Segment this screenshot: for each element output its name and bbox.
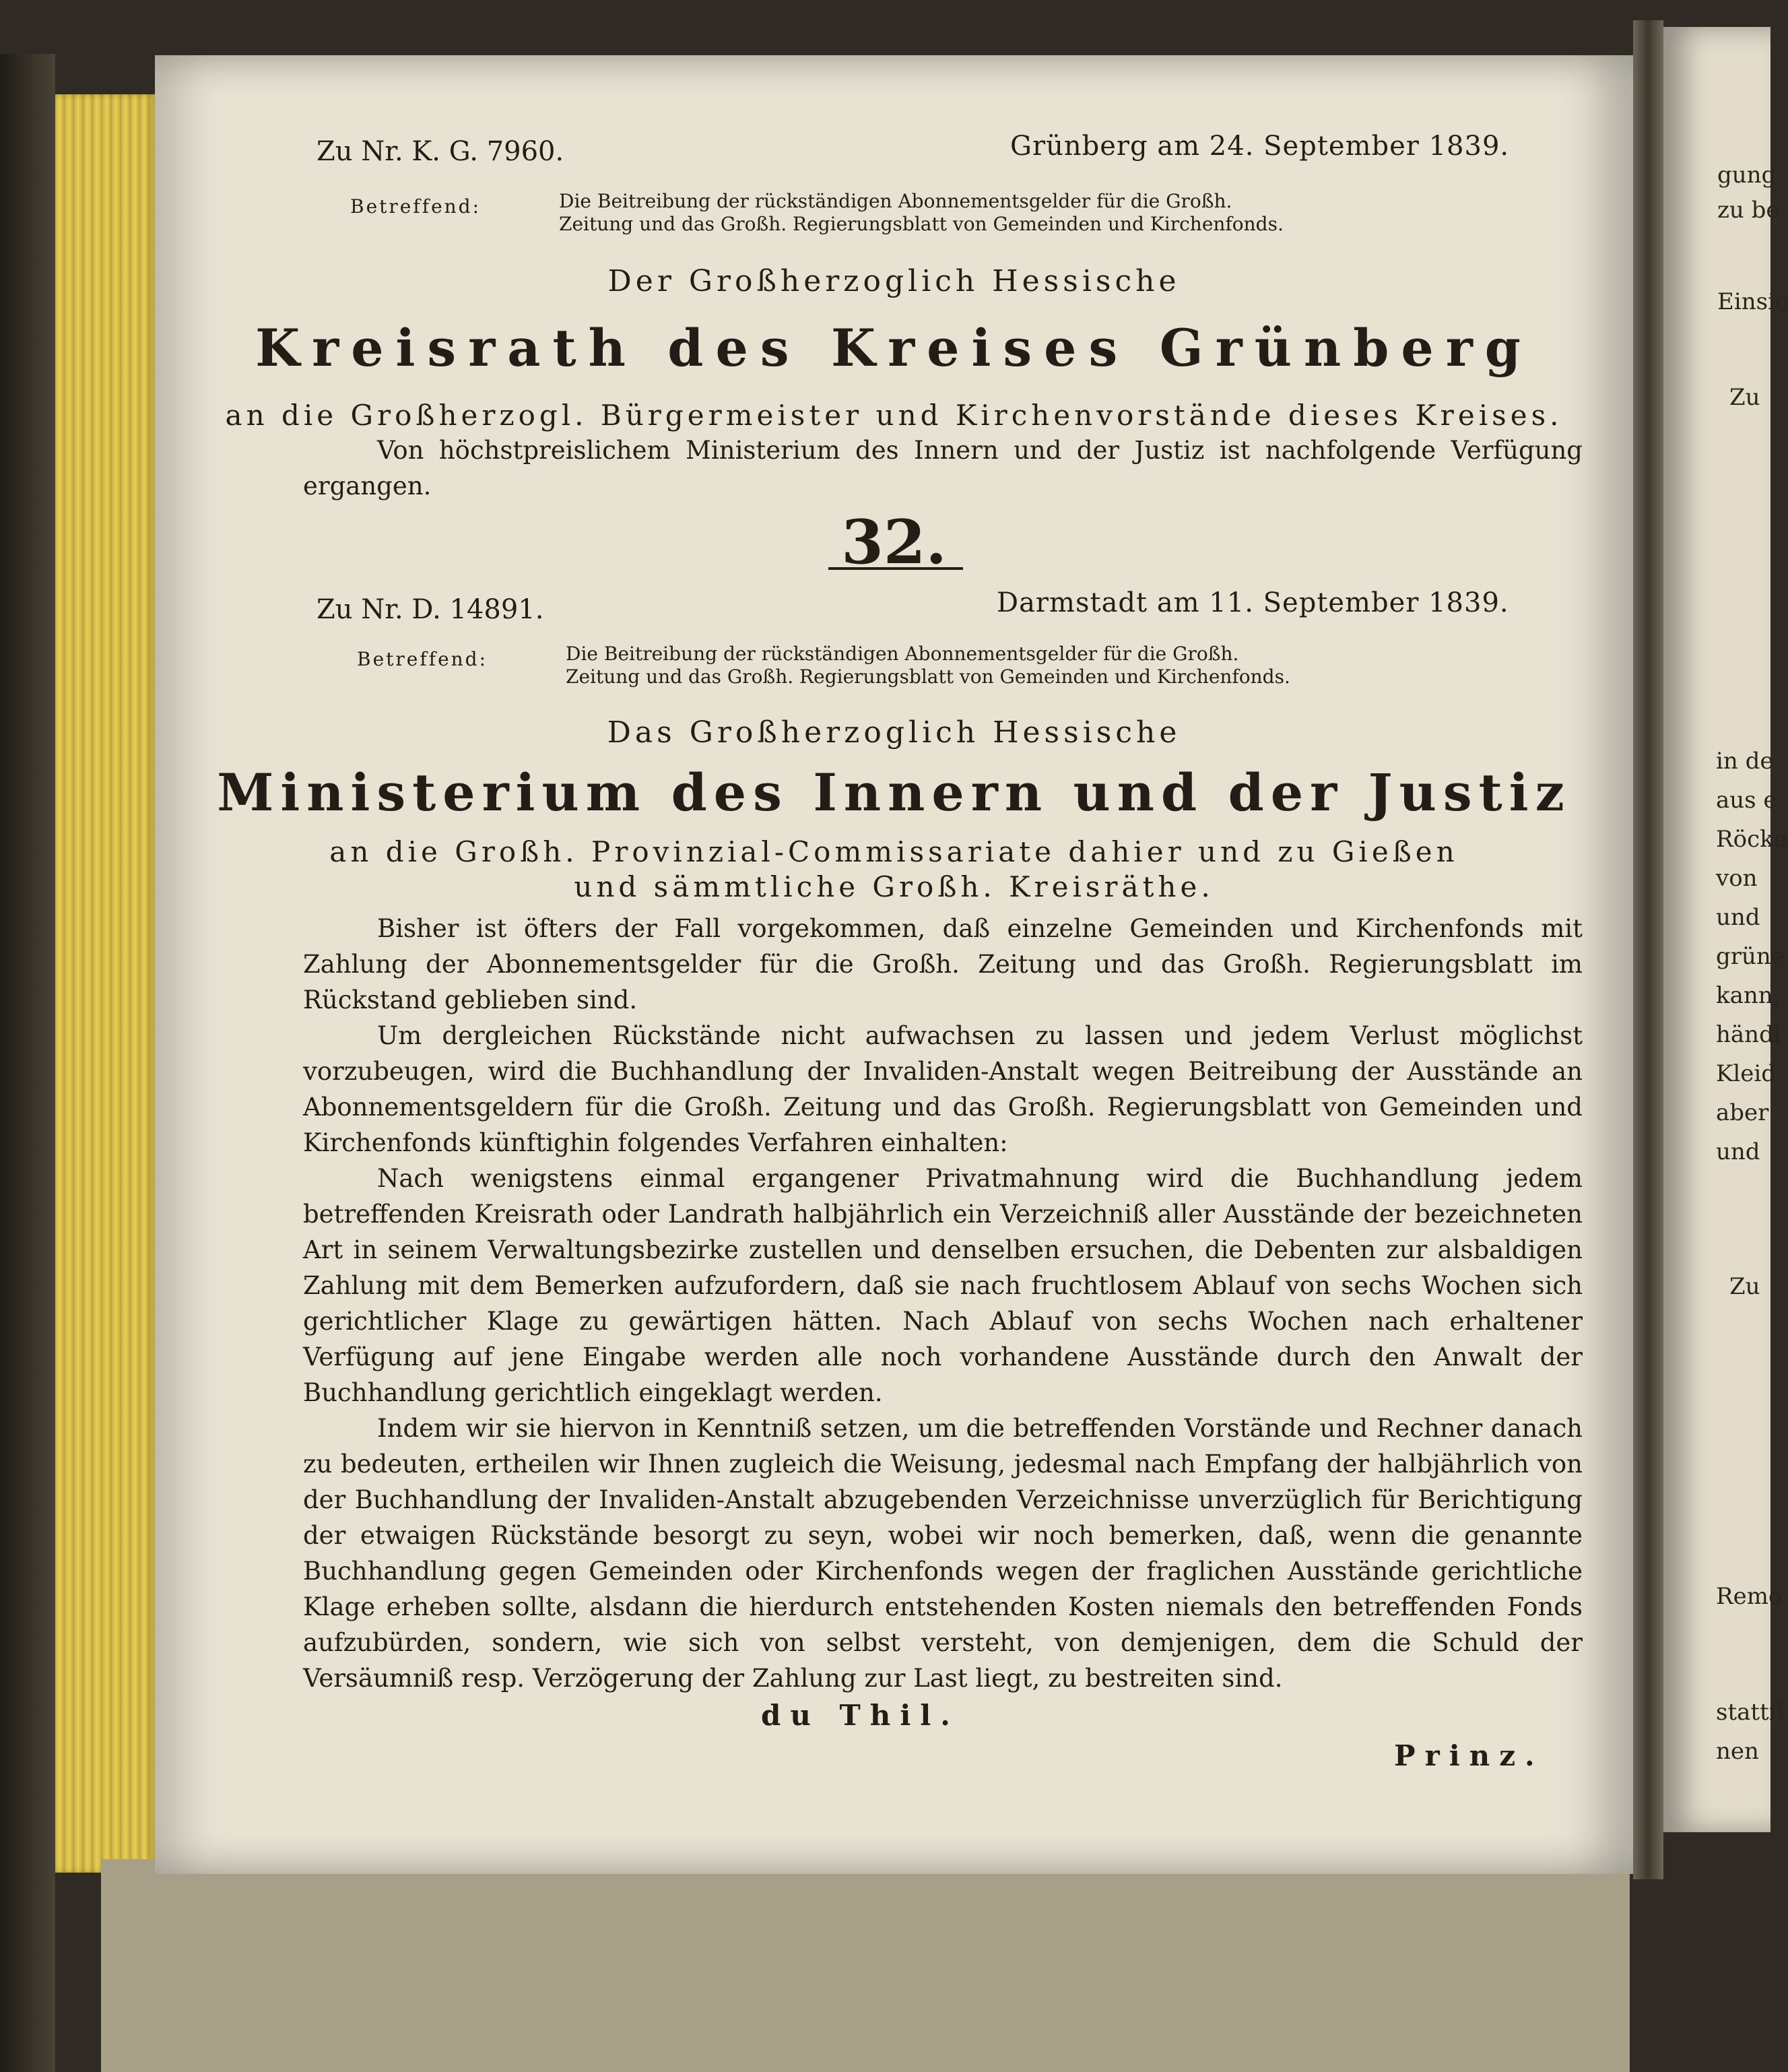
facing-word: Remo	[1716, 1583, 1783, 1610]
kreisrath-title-line1: Der Großherzoglich Hessische	[607, 264, 1181, 298]
document-page	[155, 55, 1633, 1874]
gilt-page-edge	[55, 94, 156, 1873]
section-betreff-label: Betreffend:	[357, 648, 488, 670]
ministerium-title-line2: Ministerium des Innern und der Justiz	[217, 763, 1571, 822]
facing-word: gung	[1717, 162, 1777, 189]
facing-word: von	[1716, 865, 1758, 892]
book-cover-edge	[0, 54, 55, 2072]
facing-word: Kleid	[1716, 1060, 1777, 1087]
ministerium-title-line3: an die Großh. Provinzial-Commissariate dahier und zu Gießen	[329, 835, 1459, 868]
header-betreff-text: Die Beitreibung der rückständigen Abonnementsgelder für die Großh. Zeitung und das Großh. Regierungsblatt von Gemeinden und Kirchenfonds.	[559, 190, 1284, 235]
facing-word: aber	[1716, 1099, 1769, 1126]
kreisrath-intro	[303, 432, 1583, 504]
facing-word: in de	[1716, 748, 1774, 775]
page-stack-bottom	[101, 1859, 1630, 2072]
item-number: 32.	[841, 507, 947, 578]
body-paragraph-2: Um dergleichen Rückstände nicht aufwachsen zu lassen und jedem Verlust möglichst vorzubeugen, wird die Buchhandlung der Invaliden-Anstalt wegen Beitreibung der Ausstände an Abonnementsgeldern für die Großh. Zeitung und das Großh. Regierungsblatt von Gemeinden und Kirchenfonds künftighin folgendes Verfahren einhalten:	[303, 1021, 1583, 1157]
section-reference: Zu Nr. D. 14891.	[317, 594, 544, 625]
section-date: Darmstadt am 11. September 1839.	[997, 587, 1509, 618]
decree-body	[303, 911, 1583, 1696]
body-paragraph-1: Bisher ist öfters der Fall vorgekommen, daß einzelne Gemeinden und Kirchenfonds mit Zahlung der Abonnementsgelder für die Großh. Zeitung und das Großh. Regierungsblatt im Rückstand geblieben sind.	[303, 914, 1583, 1014]
book-gutter	[1633, 20, 1663, 1879]
facing-word: zu be	[1717, 197, 1780, 224]
number-ornament-rule	[828, 567, 963, 570]
facing-word: Röcke	[1716, 826, 1787, 853]
facing-word: Einsic	[1717, 288, 1788, 315]
kreisrath-title-line2: Kreisrath des Kreises Grünberg	[255, 318, 1533, 378]
facing-word: und	[1716, 904, 1760, 931]
facing-word: Zu	[1729, 384, 1760, 411]
body-paragraph-3: Nach wenigstens einmal ergangener Privatmahnung wird die Buchhandlung jedem betreffenden Kreisrath oder Landrath halbjährlich ein Verzeichniß aller Ausstände der bezeichneten Art in seinem Verwaltungsbezirke zustellen und denselben ersuchen, die Debenten zur alsbaldigen Zahlung mit dem Bemerken aufzufordern, daß sie nach fruchtlosem Ablauf von sechs Wochen sich gerichtlicher Klage zu gewärtigen hätten. Nach Ablauf von sechs Wochen nach erhaltener Verfügung auf jene Eingabe werden alle noch vorhandene Ausstände durch den Anwalt der Buchhandlung gerichtlich eingeklagt werden.	[303, 1164, 1583, 1407]
section-betreff-text: Die Beitreibung der rückständigen Abonnementsgelder für die Großh. Zeitung und das Großh. Regierungsblatt von Gemeinden und Kirchenfonds.	[566, 643, 1290, 688]
facing-word: und	[1716, 1138, 1760, 1165]
facing-word: stattfi	[1716, 1699, 1785, 1726]
facing-word: nen	[1716, 1738, 1759, 1765]
facing-word: grüne	[1716, 943, 1785, 970]
facing-word: Zu	[1729, 1273, 1760, 1300]
ministerium-title-line4: und sämmtliche Großh. Kreisräthe.	[574, 870, 1214, 903]
signature-du-thil: du Thil.	[761, 1699, 960, 1732]
header-date: Grünberg am 24. September 1839.	[1010, 131, 1510, 162]
signature-prinz: Prinz.	[1394, 1739, 1544, 1772]
header-betreff-label: Betreffend:	[350, 195, 482, 218]
facing-word: händl	[1716, 1021, 1781, 1048]
body-paragraph-4: Indem wir sie hiervon in Kenntniß setzen, um die betreffenden Vorstände und Rechner danach zu bedeuten, ertheilen wir Ihnen zugleich die Weisung, jedesmal nach Empfang der halbjährlich von der Buchhandlung der Invaliden-Anstalt abzugebenden Verzeichnisse unverzüglich für Berichtigung der etwaigen Rückstände besorgt zu seyn, wobei wir noch bemerken, daß, wenn die genannte Buchhandlung gegen Gemeinden oder Kirchenfonds wegen der fraglichen Ausstände gerichtliche Klage erheben sollte, alsdann die hierdurch entstehenden Kosten niemals den betreffenden Fonds aufzubürden, sondern, wie sich von selbst versteht, von demjenigen, dem die Schuld der Versäumniß resp. Verzögerung der Zahlung zur Last liegt, zu bestreiten sind.	[303, 1414, 1583, 1693]
facing-word: kann,	[1716, 982, 1781, 1009]
kreisrath-title-line3: an die Großherzogl. Bürgermeister und Kirchenvorstände dieses Kreises.	[225, 399, 1563, 432]
ministerium-title-line1: Das Großherzoglich Hessische	[607, 715, 1181, 750]
facing-page	[1663, 27, 1788, 1832]
header-reference: Zu Nr. K. G. 7960.	[317, 136, 564, 167]
kreisrath-intro-text: Von höchstpreislichem Ministerium des Innern und der Justiz ist nachfolgende Verfügung ergangen.	[303, 436, 1583, 500]
facing-word: aus e	[1716, 787, 1777, 814]
